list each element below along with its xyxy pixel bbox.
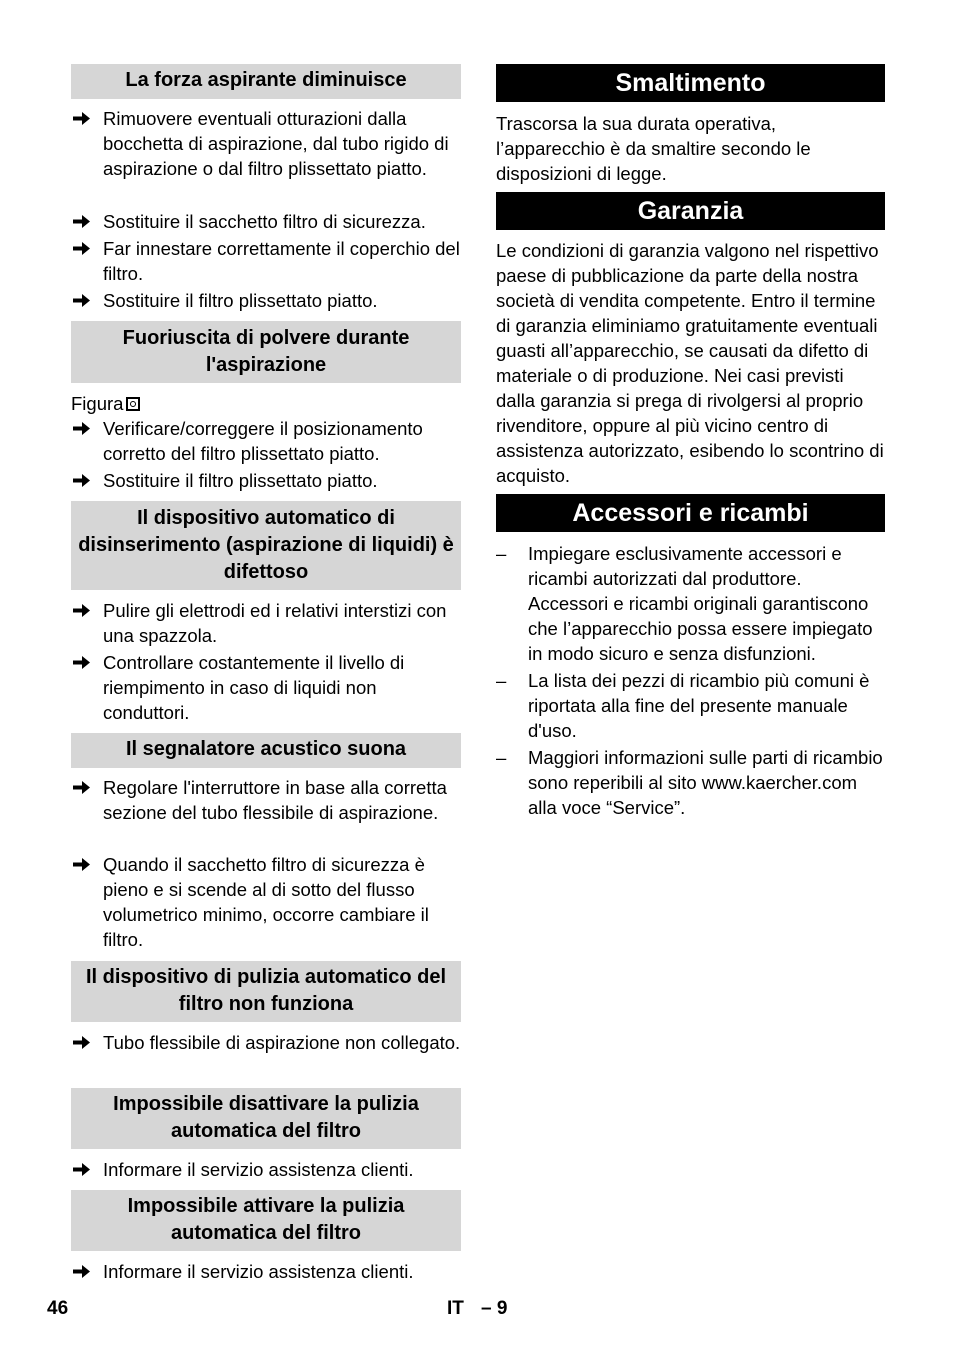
- dash-bullet-icon: –: [496, 670, 507, 691]
- heading-cannot-deactivate-cleaning: Impossibile disattivare la pulizia automatica del filtro: [71, 1088, 461, 1149]
- arrow-right-icon: [73, 1030, 95, 1050]
- list-item: Pulire gli elettrodi ed i relativi interstizi con una spazzola.: [71, 598, 461, 648]
- heading-accessori: Accessori e ricambi: [496, 494, 885, 532]
- arrow-right-icon: [73, 650, 95, 670]
- list-item: – Impiegare esclusivamente accessori e ricambi autorizzati dal produttore. Accessori e ricambi originali garantiscono che l’apparecchio possa essere impiegato in modo sicuro e senza disfunzioni.: [496, 543, 873, 664]
- list-item: Rimuovere eventuali otturazioni dalla bocchetta di aspirazione, dal tubo rigido di aspirazione o dal filtro plissettato piatto.: [71, 106, 461, 181]
- list-item: – Maggiori informazioni sulle parti di ricambio sono reperibili al sito www.kaercher.com alla voce “Service”.: [496, 747, 883, 818]
- heading-garanzia: Garanzia: [496, 192, 885, 230]
- arrow-right-icon: [73, 209, 95, 229]
- heading-cannot-activate-cleaning: Impossibile attivare la pulizia automatica del filtro: [71, 1190, 461, 1251]
- list-item: – La lista dei pezzi di ricambio più comuni è riportata alla fine del presente manuale d'uso.: [496, 670, 870, 741]
- arrow-right-icon: [73, 288, 95, 308]
- figure-reference: Figura: [71, 391, 461, 416]
- list-item: Informare il servizio assistenza clienti.: [71, 1259, 461, 1284]
- page-number: 46: [47, 1298, 69, 1319]
- arrow-right-icon: [73, 1157, 95, 1177]
- heading-acoustic-signal: Il segnalatore acustico suona: [71, 733, 461, 768]
- heading-smaltimento: Smaltimento: [496, 64, 885, 102]
- heading-filter-cleaning-not-working: Il dispositivo di pulizia automatico del filtro non funziona: [71, 961, 461, 1022]
- arrow-right-icon: [73, 106, 95, 126]
- list-item: Tubo flessibile di aspirazione non collegato.: [71, 1030, 461, 1055]
- arrow-right-icon: [73, 775, 95, 795]
- list-item: Sostituire il filtro plissettato piatto.: [71, 288, 461, 313]
- list-item: Sostituire il filtro plissettato piatto.: [71, 468, 461, 493]
- list-item: Far innestare correttamente il coperchio del filtro.: [71, 236, 461, 286]
- figure-reference-icon: [126, 397, 140, 411]
- arrow-right-icon: [73, 598, 95, 618]
- list-item: Verificare/correggere il posizionamento corretto del filtro plissettato piatto.: [71, 416, 461, 466]
- arrow-right-icon: [73, 236, 95, 256]
- smaltimento-text: Trascorsa la sua durata operativa, l’apparecchio è da smaltire secondo le disposizioni di legge.: [496, 113, 811, 184]
- dash-bullet-icon: –: [496, 747, 507, 768]
- heading-auto-shutoff-defective: Il dispositivo automatico di disinserimento (aspirazione di liquidi) è difettoso: [71, 501, 461, 590]
- heading-suction-decreased: La forza aspirante diminuisce: [71, 64, 461, 99]
- footer-section-page: – 9: [481, 1298, 508, 1319]
- list-item: Informare il servizio assistenza clienti.: [71, 1157, 461, 1182]
- arrow-right-icon: [73, 1259, 95, 1279]
- garanzia-text: Le condizioni di garanzia valgono nel rispettivo paese di pubblicazione da parte della nostra società di vendita competente. Entro il termine di garanzia eliminiamo gratuitamente eventuali guasti all’apparecchio, se causati da difetto di materiale o di produzione. Nei casi previsti dalla garanzia si prega di rivolgersi al proprio rivenditore, oppure al più vicino centro di assistenza autorizzato, esibendo lo scontrino di acquisto.: [496, 240, 884, 486]
- arrow-right-icon: [73, 852, 95, 872]
- dash-bullet-icon: –: [496, 543, 507, 564]
- list-item: Quando il sacchetto filtro di sicurezza è pieno e si scende al di sotto del flusso volumetrico minimo, occorre cambiare il filtro.: [71, 852, 461, 952]
- list-item: Sostituire il sacchetto filtro di sicurezza.: [71, 209, 461, 234]
- footer-section: IT: [447, 1298, 464, 1319]
- arrow-right-icon: [73, 468, 95, 488]
- list-item: Controllare costantemente il livello di riempimento in caso di liquidi non conduttori.: [71, 650, 461, 725]
- arrow-right-icon: [73, 416, 95, 436]
- heading-dust-leak: Fuoriuscita di polvere durante l'aspirazione: [71, 321, 461, 383]
- list-item: Regolare l'interruttore in base alla corretta sezione del tubo flessibile di aspirazione.: [71, 775, 461, 825]
